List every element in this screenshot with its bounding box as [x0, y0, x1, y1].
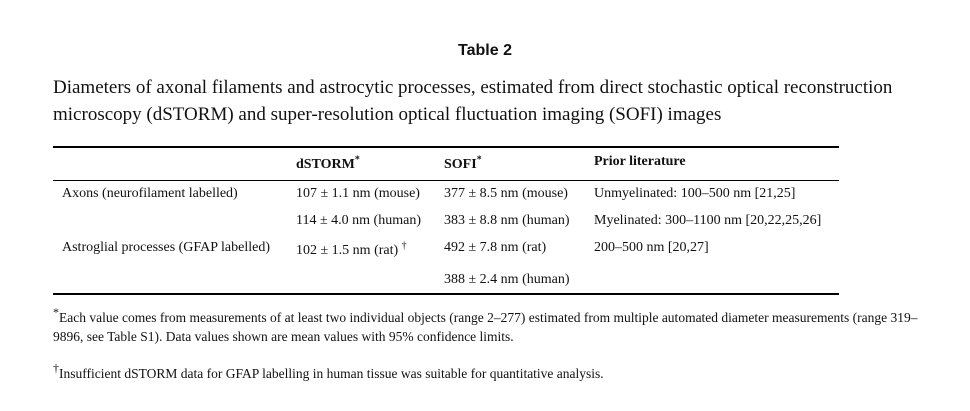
header-sofi: SOFI* — [444, 154, 482, 172]
table-cell-dstorm: 107 ± 1.1 nm (mouse) — [296, 186, 420, 201]
footnote-1: *Each value comes from measurements of at least two individual objects (range 2–277) estimated from multiple automated diameter measurements (range 319–9896, see Table S1). Data values shown are mean values with 95% confidence limits. — [53, 305, 918, 344]
header-dstorm: dSTORM* — [296, 154, 360, 172]
table-cell-dstorm-footnote-mark: † — [401, 240, 407, 252]
table-cell-sofi: 377 ± 8.5 nm (mouse) — [444, 186, 568, 201]
table-cell-sofi: 388 ± 2.4 nm (human) — [444, 272, 570, 287]
table-cell-sofi: 492 ± 7.8 nm (rat) — [444, 240, 547, 255]
table-label: Table 2 — [458, 42, 512, 59]
table-cell-prior: Myelinated: 300–1100 nm [20,22,25,26] — [594, 213, 822, 228]
table-cell-dstorm: 114 ± 4.0 nm (human) — [296, 213, 421, 228]
table-cell-sofi: 383 ± 8.8 nm (human) — [444, 213, 570, 228]
footnote-2-mark: † — [53, 361, 59, 375]
footnote-1-mark: * — [53, 305, 59, 319]
table-cell-prior: 200–500 nm [20,27] — [594, 240, 709, 255]
table-header-rule — [53, 180, 839, 181]
table-top-rule — [53, 146, 839, 148]
table-caption: Diameters of axonal filaments and astrocytic processes, estimated from direct stochastic optical reconstruction microscopy (dSTORM) and super-resolution optical fluctuation imaging (SOFI) images — [53, 77, 893, 125]
table-cell-label: Axons (neurofilament labelled) — [62, 186, 238, 201]
header-sofi-footnote-mark: * — [476, 154, 482, 166]
table-cell-label: Astroglial processes (GFAP labelled) — [62, 240, 271, 255]
table-bottom-rule — [53, 293, 839, 295]
table-cell-dstorm: 102 ± 1.5 nm (rat) † — [296, 240, 407, 258]
header-prior-literature: Prior literature — [594, 154, 686, 169]
footnote-2: †Insufficient dSTORM data for GFAP labelling in human tissue was suitable for quantitative analysis. — [53, 361, 604, 381]
header-dstorm-footnote-mark: * — [354, 154, 360, 166]
table-cell-prior: Unmyelinated: 100–500 nm [21,25] — [594, 186, 796, 201]
